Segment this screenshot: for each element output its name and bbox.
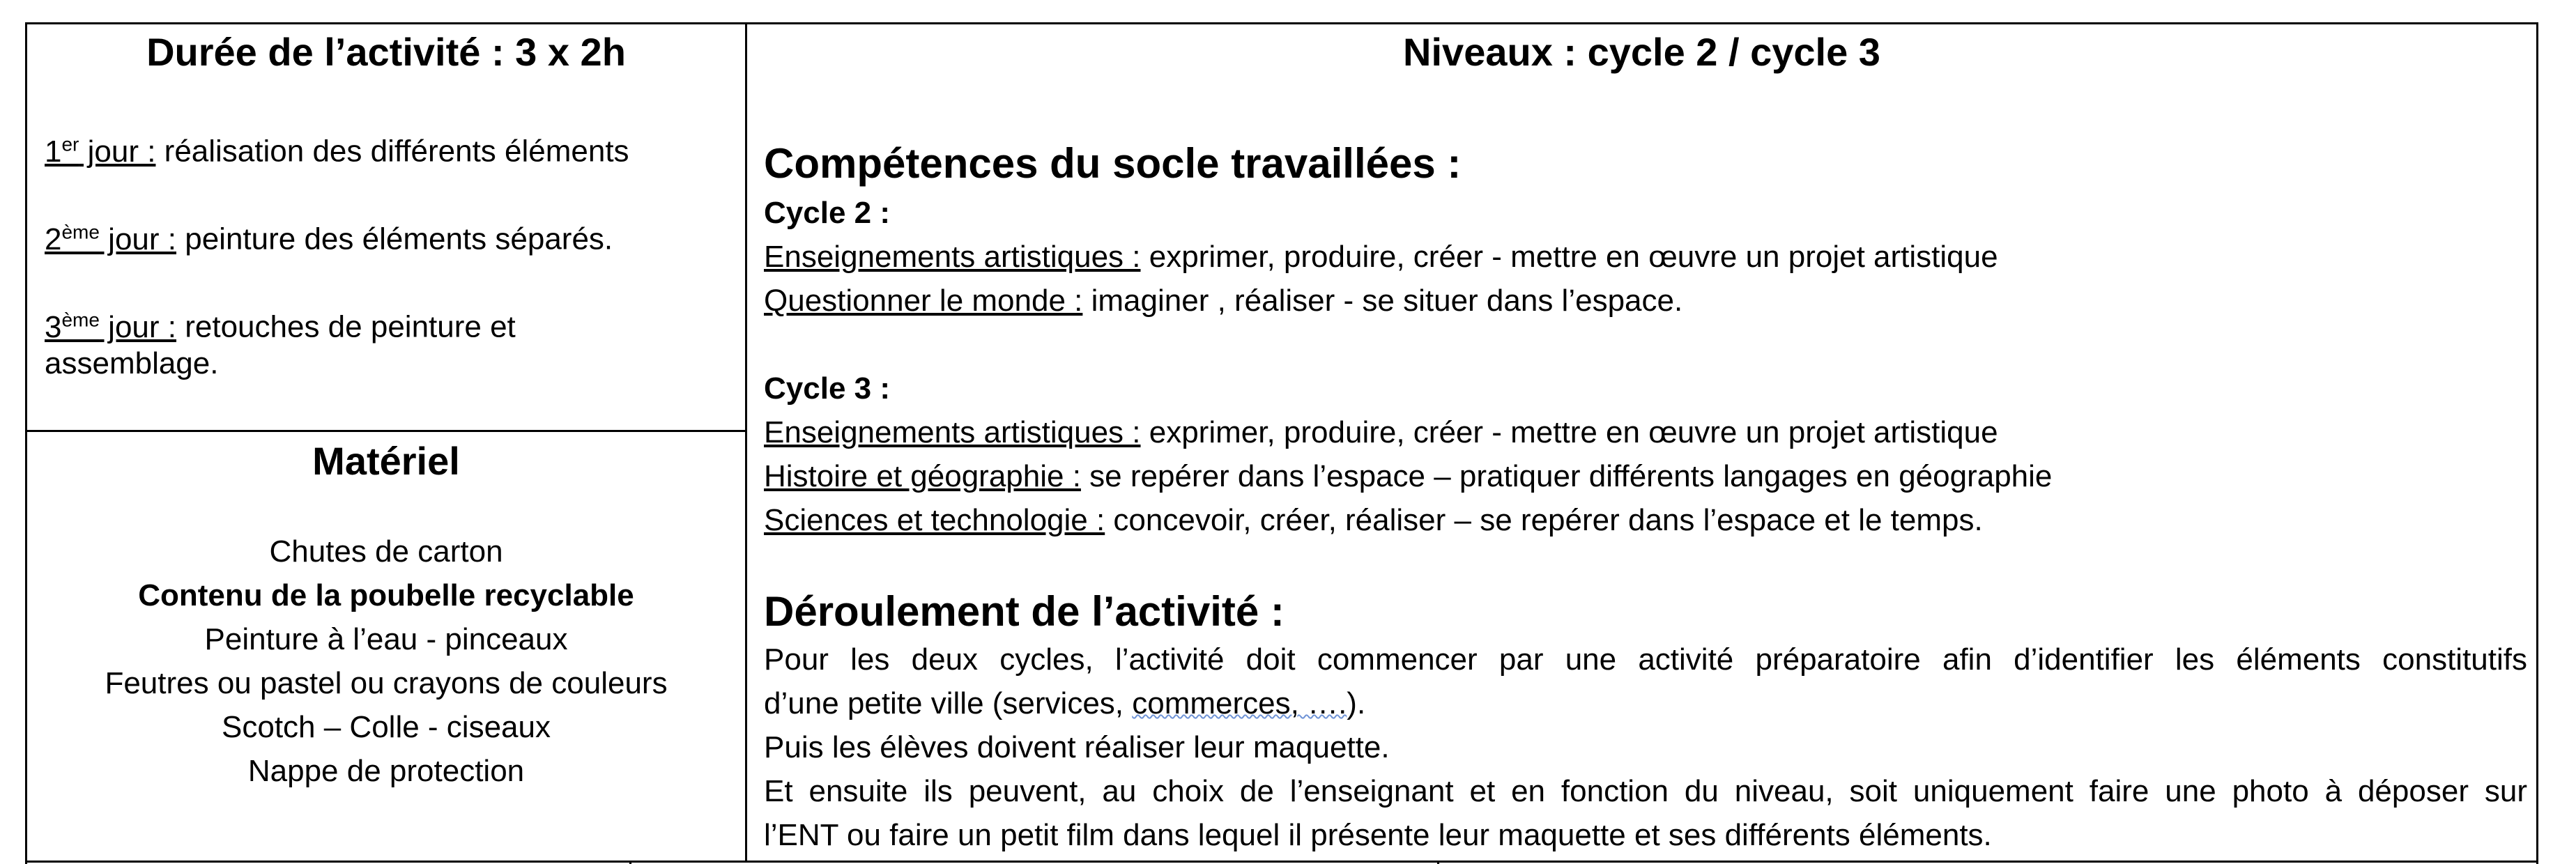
materiel-item: Scotch – Colle - ciseaux bbox=[222, 710, 551, 744]
deroulement-heading: Déroulement de l’activité : bbox=[764, 588, 1285, 635]
day-3-label: 3ème jour : bbox=[45, 309, 176, 344]
spacer bbox=[764, 323, 2527, 367]
day-3-continuation: assemblage. bbox=[45, 346, 219, 380]
day-2-label: 2ème jour : bbox=[45, 221, 176, 256]
cycle-2-heading: Cycle 2 : bbox=[764, 196, 890, 230]
deroulement-line: Et ensuite ils peuvent, au choix de l’enseignant et en fonction du niveau, soit uniquement faire une photo à déposer sur bbox=[764, 774, 2527, 808]
materiel-title: Matériel bbox=[312, 439, 460, 483]
deroulement-line: d’une petite ville (services, commerces, ….). bbox=[764, 686, 1366, 720]
next-row-right-border bbox=[2536, 861, 2538, 864]
day-2-line bbox=[45, 210, 613, 261]
competences-block bbox=[764, 191, 2527, 542]
cycle-2-line: Enseignements artistiques : exprimer, produire, créer - mettre en œuvre un projet artistique bbox=[764, 240, 1998, 274]
cycle-2-line: Questionner le monde : imaginer , réaliser - se situer dans l’espace. bbox=[764, 284, 1683, 318]
next-row-left-border bbox=[25, 861, 27, 864]
materiel-item: Peinture à l’eau - pinceaux bbox=[204, 622, 568, 656]
cycle-3-line: Sciences et technologie : concevoir, créer, réaliser – se repérer dans l’espace et le temps. bbox=[764, 503, 1983, 537]
spellcheck-word: commerces, …. bbox=[1132, 686, 1347, 720]
day-1-text: réalisation des différents éléments bbox=[155, 134, 629, 169]
subject-label: Sciences et technologie : bbox=[764, 503, 1105, 537]
niveaux-title: Niveaux : cycle 2 / cycle 3 bbox=[1403, 30, 1880, 74]
materiel-item: Chutes de carton bbox=[269, 534, 503, 569]
next-row-divider-2 bbox=[1437, 861, 1439, 864]
materiel-list bbox=[25, 530, 747, 793]
day-1-line bbox=[45, 122, 629, 173]
competences-heading: Compétences du socle travaillées : bbox=[764, 140, 1462, 187]
deroulement-block bbox=[764, 638, 2527, 857]
materiel-item: Contenu de la poubelle recyclable bbox=[138, 578, 634, 612]
cycle-3-line: Enseignements artistiques : exprimer, produire, créer - mettre en œuvre un projet artistique bbox=[764, 415, 1998, 449]
day-2-text: peinture des éléments séparés. bbox=[176, 222, 613, 256]
cycle-3-line: Histoire et géographie : se repérer dans l’espace – pratiquer différents langages en géographie bbox=[764, 459, 2053, 493]
subject-label: Histoire et géographie : bbox=[764, 459, 1081, 493]
deroulement-line: Pour les deux cycles, l’activité doit commencer par une activité préparatoire afin d’identifier les éléments constitutifs bbox=[764, 642, 2527, 677]
day-1-label: 1er jour : bbox=[45, 133, 156, 169]
subject-label: Enseignements artistiques : bbox=[764, 415, 1141, 449]
deroulement-line: l’ENT ou faire un petit film dans lequel il présente leur maquette et ses différents éléments. bbox=[764, 818, 1992, 852]
duree-title: Durée de l’activité : 3 x 2h bbox=[146, 30, 626, 74]
subject-label: Questionner le monde : bbox=[764, 284, 1083, 318]
materiel-item: Feutres ou pastel ou crayons de couleurs bbox=[105, 666, 668, 700]
day-3-text: retouches de peinture et bbox=[176, 309, 516, 344]
next-row-divider-1 bbox=[629, 861, 631, 864]
subject-label: Enseignements artistiques : bbox=[764, 240, 1141, 274]
materiel-item: Nappe de protection bbox=[247, 754, 525, 788]
deroulement-line: Puis les élèves doivent réaliser leur maquette. bbox=[764, 730, 1390, 764]
cycle-3-heading: Cycle 3 : bbox=[764, 371, 890, 406]
